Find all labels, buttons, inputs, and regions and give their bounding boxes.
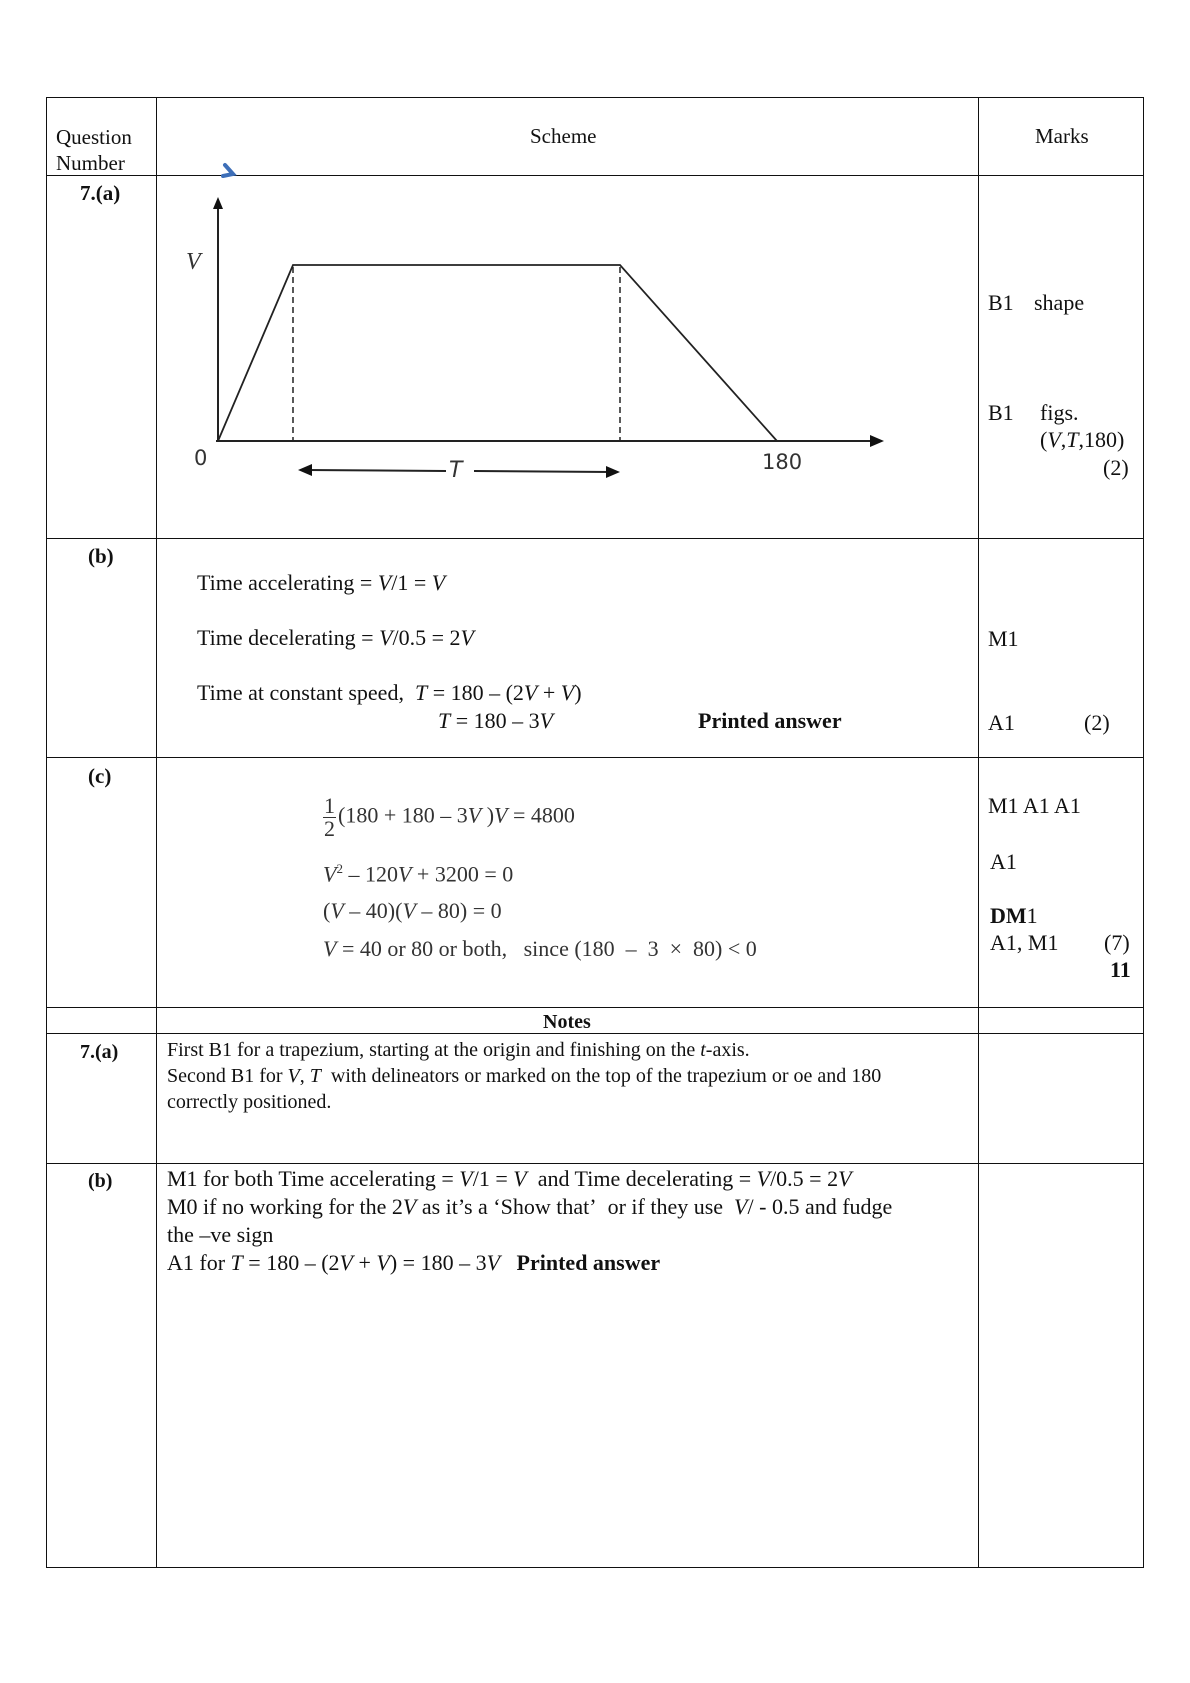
mark-a-figs-detail: (V,T,180) (1040, 427, 1125, 452)
notes-b-line4: A1 for T = 180 – (2V + V) = 180 – 3V Printed answer (167, 1250, 661, 1275)
graph-interval-label: T (449, 458, 463, 483)
mark-c-line1: M1 A1 A1 (988, 793, 1081, 818)
notes-a-line2: Second B1 for V, T with delineators or marked on the top of the trapezium or oe and 180 (167, 1065, 882, 1087)
mark-c-total: (7) (1104, 930, 1130, 955)
mark-a-b1b-code: B1 (988, 400, 1014, 425)
mark-c-line2: A1 (990, 849, 1017, 874)
notes-qnum-7a: 7.(a) (80, 1041, 119, 1063)
mark-a-b1-code: B1 (988, 290, 1014, 315)
scheme-b-line2: Time decelerating = V/0.5 = 2V (197, 625, 474, 650)
scheme-c-line3: (V – 40)(V – 80) = 0 (323, 898, 502, 923)
notes-a-line3: correctly positioned. (167, 1091, 332, 1113)
header-marks: Marks (1035, 124, 1089, 148)
scheme-c-line1: $\frac{1}{2}$ (180 + 180 – 3V )V = 4800 (324, 793, 575, 841)
notes-b-line1: M1 for both Time accelerating = V/1 = V and Time decelerating = V/0.5 = 2V (167, 1166, 852, 1191)
velocity-time-graph (156, 175, 978, 538)
scheme-b-line3: Time at constant speed, T = 180 – (2V + V) (197, 680, 582, 705)
mark-c-line3: DM1 (990, 903, 1038, 928)
scheme-c-line4: V = 40 or 80 or both, since (180 – 3 × 80) < 0 (323, 936, 757, 961)
notes-a-line1: First B1 for a trapezium, starting at the origin and finishing on the t-axis. (167, 1039, 750, 1061)
header-question-number-line1: Question (56, 125, 132, 149)
printed-answer-label: Printed answer (698, 708, 842, 733)
header-question-number-line2: Number (56, 151, 125, 175)
qnum-b: (b) (88, 544, 114, 568)
header-scheme: Scheme (530, 124, 597, 148)
notes-b-line3: the –ve sign (167, 1222, 274, 1247)
table-left-border (46, 97, 47, 1568)
mark-b-total: (2) (1084, 710, 1110, 735)
mark-b-m1: M1 (988, 626, 1019, 651)
graph-origin-label: 0 (194, 446, 208, 470)
half-fraction: $\frac{1}{2}$ (324, 793, 335, 841)
y-axis-arrow-icon (213, 197, 223, 209)
x-axis-arrow-icon (870, 435, 884, 447)
scheme-b-line1: Time accelerating = V/1 = V (197, 570, 446, 595)
mark-c-line4: A1, M1 (990, 930, 1059, 955)
graph-y-label: V (186, 249, 201, 275)
scheme-c-line2: $V^2 - 120V + 3200 = 0$ (323, 861, 514, 887)
notes-b-line2: M0 if no working for the 2V as it’s a ‘Show that’ or if they use V/ - 0.5 and fudge (167, 1194, 893, 1219)
mark-a-total: (2) (1103, 455, 1129, 480)
mark-b-a1: A1 (988, 710, 1015, 735)
table-right-border (1143, 97, 1144, 1568)
mark-a-b1-desc: shape (1034, 290, 1085, 315)
col-scheme-right-border (978, 97, 979, 1568)
notes-title: Notes (543, 1011, 591, 1033)
mark-a-b1b-desc: figs. (1040, 400, 1079, 425)
scheme-b-line4: T = 180 – 3V (438, 708, 554, 733)
notes-qnum-b: (b) (88, 1170, 113, 1192)
mark-grand-total: 11 (1110, 957, 1131, 982)
graph-end-label: 180 (762, 450, 803, 474)
qnum-c: (c) (88, 764, 112, 788)
qnum-7a: 7.(a) (80, 181, 121, 205)
